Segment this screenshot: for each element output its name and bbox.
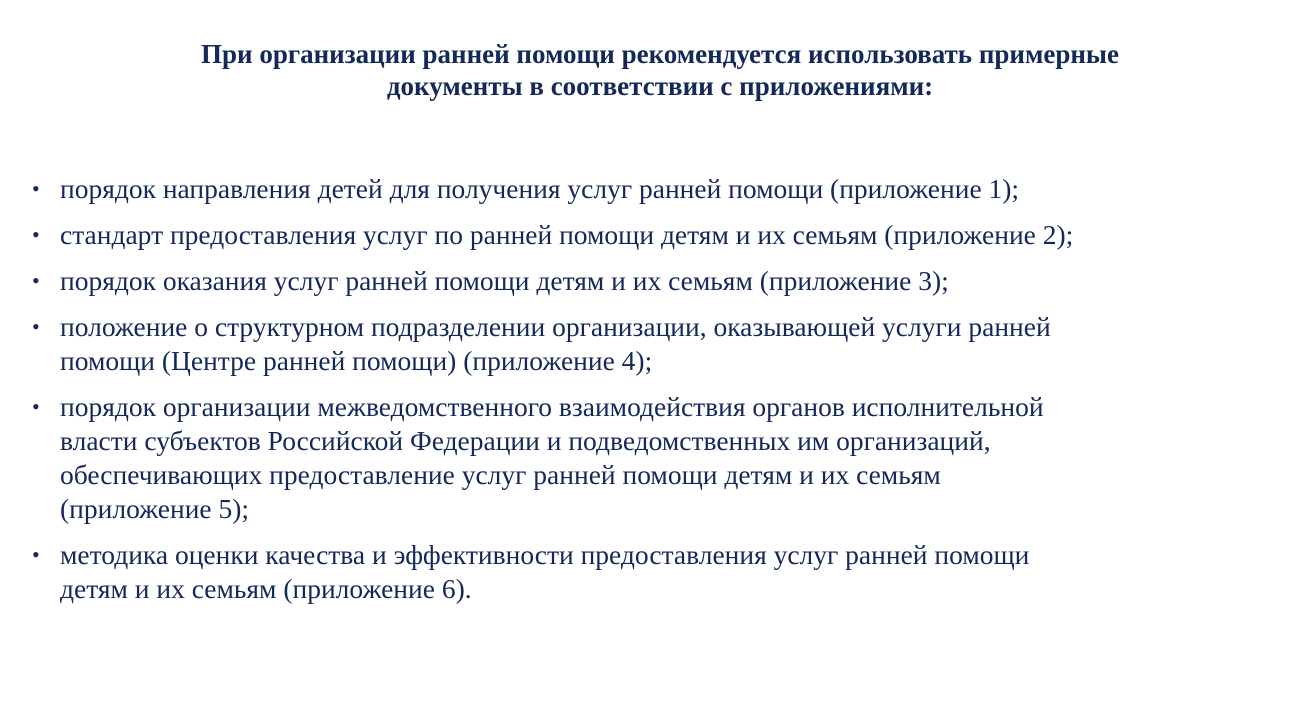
list-item-text: порядок оказания услуг ранней помощи детям и их семьям (приложение 3); <box>60 265 949 296</box>
bullet-icon: • <box>32 222 40 247</box>
bullet-icon: • <box>32 268 40 293</box>
list-item-text: детям и их семьям (приложение 6). <box>60 573 472 604</box>
list-item-6 <box>30 538 1290 606</box>
list-item-text: (приложение 5); <box>60 493 250 524</box>
slide-title <box>60 38 1260 102</box>
list-item-text: порядок направления детей для получения услуг ранней помощи (приложение 1); <box>60 173 1020 204</box>
title-line-2: документы в соответствии с приложениями: <box>386 71 934 101</box>
bullet-icon: • <box>32 176 40 201</box>
list-item-3 <box>30 264 1290 298</box>
bullet-icon: • <box>32 542 40 567</box>
list-item-text: положение о структурном подразделении организации, оказывающей услуги ранней <box>60 311 1051 342</box>
bullet-icon: • <box>32 394 40 419</box>
list-item-text: власти субъектов Российской Федерации и подведомственных им организаций, <box>60 425 991 456</box>
list-item-1 <box>30 172 1290 206</box>
bullet-icon: • <box>32 314 40 339</box>
list-item-text: стандарт предоставления услуг по ранней помощи детям и их семьям (приложение 2); <box>60 219 1074 250</box>
list-item-4 <box>30 310 1290 378</box>
list-item-text: помощи (Центре ранней помощи) (приложение 4); <box>60 345 653 376</box>
list-item-text: методика оценки качества и эффективности предоставления услуг ранней помощи <box>60 539 1030 570</box>
document-list <box>30 172 1290 618</box>
list-item-text: порядок организации межведомственного взаимодействия органов исполнительной <box>60 391 1044 422</box>
title-line-1: При организации ранней помощи рекомендуется использовать примерные <box>201 39 1119 69</box>
list-item-5 <box>30 390 1290 526</box>
list-item-2 <box>30 218 1290 252</box>
list-item-text: обеспечивающих предоставление услуг ранней помощи детям и их семьям <box>60 459 941 490</box>
